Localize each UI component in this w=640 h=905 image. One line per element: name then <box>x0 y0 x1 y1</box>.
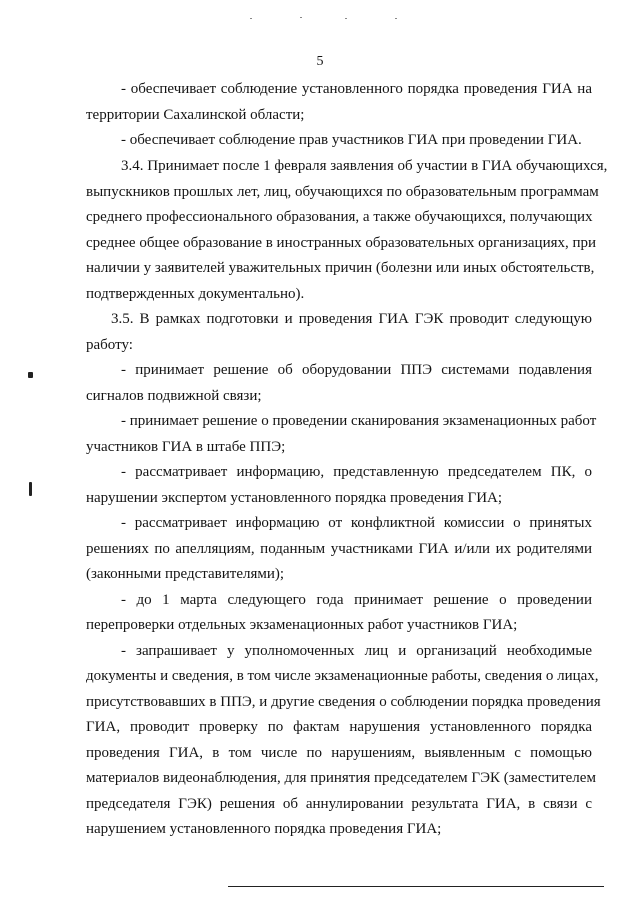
text-line: сигналов подвижной связи; <box>86 388 262 404</box>
text-line: - рассматривает информацию от конфликтной комиссии о принятых <box>121 515 592 531</box>
text-line: территории Сахалинской области; <box>86 107 305 123</box>
text-line: нарушении экспертом установленного порядка проведения ГИА; <box>86 490 503 506</box>
text-line: среднего профессионального образования, а также обучающихся, получающих <box>86 209 593 225</box>
text-line: документы и сведения, в том числе экзаменационные работы, сведения о лицах, <box>86 668 599 684</box>
text-line: перепроверки отдельных экзаменационных работ участников ГИА; <box>86 617 518 633</box>
text-line: - принимает решение о проведении сканирования экзаменационных работ <box>121 413 597 429</box>
text-line: решениях по апелляциям, поданным участниками ГИА и/или их родителями <box>86 541 592 557</box>
text-line: подтвержденных документально). <box>86 286 305 302</box>
bottom-rule <box>228 886 604 887</box>
text-line: - рассматривает информацию, представленную председателем ПК, о <box>121 464 592 480</box>
scan-speck <box>28 372 33 378</box>
scan-speck <box>250 18 252 19</box>
text-line: нарушением установленного порядка проведения ГИА; <box>86 821 442 837</box>
text-line: ГИА, проводит проверку по фактам нарушения установленного порядка <box>86 719 592 735</box>
scan-speck <box>29 482 32 496</box>
text-line: 3.5. В рамках подготовки и проведения ГИА ГЭК проводит следующую <box>111 311 592 327</box>
text-line: присутствовавших в ППЭ, и другие сведения о соблюдении порядка проведения <box>86 694 601 710</box>
text-line: - до 1 марта следующего года принимает решение о проведении <box>121 592 592 608</box>
text-line: среднее общее образование в иностранных образовательных организациях, при <box>86 235 597 251</box>
text-line: 3.4. Принимает после 1 февраля заявления об участии в ГИА обучающихся, <box>121 158 608 174</box>
text-line: (законными представителями); <box>86 566 285 582</box>
text-line: - принимает решение об оборудовании ППЭ системами подавления <box>121 362 592 378</box>
page-number: 5 <box>316 54 324 69</box>
scan-speck <box>300 17 302 18</box>
scan-speck <box>345 18 347 19</box>
text-line: выпускников прошлых лет, лиц, обучающихся по образовательным программам <box>86 184 599 200</box>
scan-speck <box>395 18 397 19</box>
text-line: проведения ГИА, в том числе по нарушениям, выявленным с помощью <box>86 745 592 761</box>
text-line: участников ГИА в штабе ППЭ; <box>86 439 286 455</box>
text-line: председателя ГЭК) решения об аннулировании результата ГИА, в связи с <box>86 796 592 812</box>
text-line: - обеспечивает соблюдение установленного порядка проведения ГИА на <box>121 81 592 97</box>
text-line: наличии у заявителей уважительных причин (болезни или иных обстоятельств, <box>86 260 595 276</box>
text-line: работу: <box>86 337 133 353</box>
text-line: - запрашивает у уполномоченных лиц и организаций необходимые <box>121 643 592 659</box>
text-line: - обеспечивает соблюдение прав участников ГИА при проведении ГИА. <box>121 132 582 148</box>
text-line: материалов видеонаблюдения, для принятия председателем ГЭК (заместителем <box>86 770 596 786</box>
